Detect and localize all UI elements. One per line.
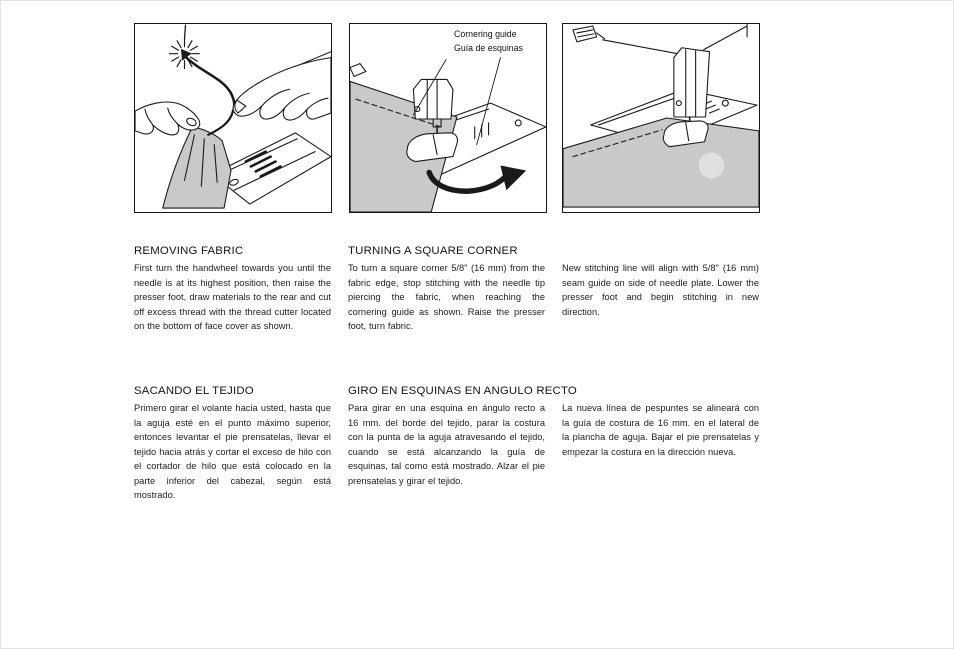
heading-spacer <box>562 245 759 258</box>
paragraph-removing-fabric: First turn the handwheel towards you until the needle is at its highest position, then raise the presser foot, draw materials to the rear and cut off excess thread with the thread cutter located on the bottom of face cover as shown. <box>134 263 331 331</box>
heading-spacer-es <box>562 385 759 398</box>
heading-removing-fabric: REMOVING FABRIC <box>134 245 244 257</box>
heading-turning-corner: TURNING A SQUARE CORNER <box>348 245 518 257</box>
paragraph-turning-corner: To turn a square corner 5/8" (16 mm) from the fabric edge, stop stitching with the needle tip piercing the fabric, when reaching the cornering guide as shown. Raise the presser foot, turn fabric. <box>348 263 545 331</box>
english-column-turning-corner <box>348 245 545 334</box>
paragraph-new-direction: New stitching line will align with 5/8" (16 mm) seam guide on side of needle plate. Lower the presser foot and begin stitching in new direction. <box>562 263 759 317</box>
thread-takeup <box>350 64 366 77</box>
fabric <box>563 118 759 207</box>
figure-turning-square-corner <box>349 23 547 213</box>
figure-new-stitching-direction <box>562 23 760 213</box>
english-column-new-direction <box>562 245 759 319</box>
machine-arm <box>573 24 747 54</box>
paragraph-nueva-direccion: La nueva línea de pespuntes se alineará con la guía de costura de 16 mm. en el lateral de la plancha de aguja. Bajar el pie prensatelas y empezar la costura en la dirección nueva. <box>562 403 759 457</box>
spanish-column-giro-esquinas <box>348 385 577 488</box>
new-direction-drawing <box>563 24 759 212</box>
paragraph-sacando-tejido: Primero girar el volante hacia usted, hasta que la aguja esté en el punto máximo superior, entonces levantar el pie prensatelas, llevar el tejido hacia atrás y cortar el exceso de hilo con el cortador de hilo que está colocado en la parte inferior del cabezal, según está mostrado. <box>134 403 331 500</box>
heading-giro-esquinas: GIRO EN ESQUINAS EN ANGULO RECTO <box>348 385 577 397</box>
cornering-guide-label-es: Guía de esquinas <box>454 43 523 53</box>
spanish-column-nueva-direccion <box>562 385 759 459</box>
cornering-guide-label-en: Cornering guide <box>454 29 517 39</box>
fabric <box>163 127 231 208</box>
english-column-removing-fabric <box>134 245 331 334</box>
left-hand <box>135 102 200 135</box>
scan-highlight <box>699 153 725 179</box>
figure-removing-fabric <box>134 23 332 213</box>
paragraph-giro-esquinas: Para girar en una esquina en ángulo recto a 16 mm. del borde del tejido, parar la costura con la punta de la aguja atravesando el tejido, cuando se está alcanzando la guía de esquinas, tal como está mostrado. Alzar el pie prensatelas y girar el tejido. <box>348 403 545 486</box>
cornering-guide-labels <box>454 27 523 55</box>
right-hand <box>233 58 331 120</box>
heading-sacando-tejido: SACANDO EL TEJIDO <box>134 385 254 397</box>
spanish-column-sacando-tejido <box>134 385 331 503</box>
removing-fabric-drawing <box>135 24 331 212</box>
